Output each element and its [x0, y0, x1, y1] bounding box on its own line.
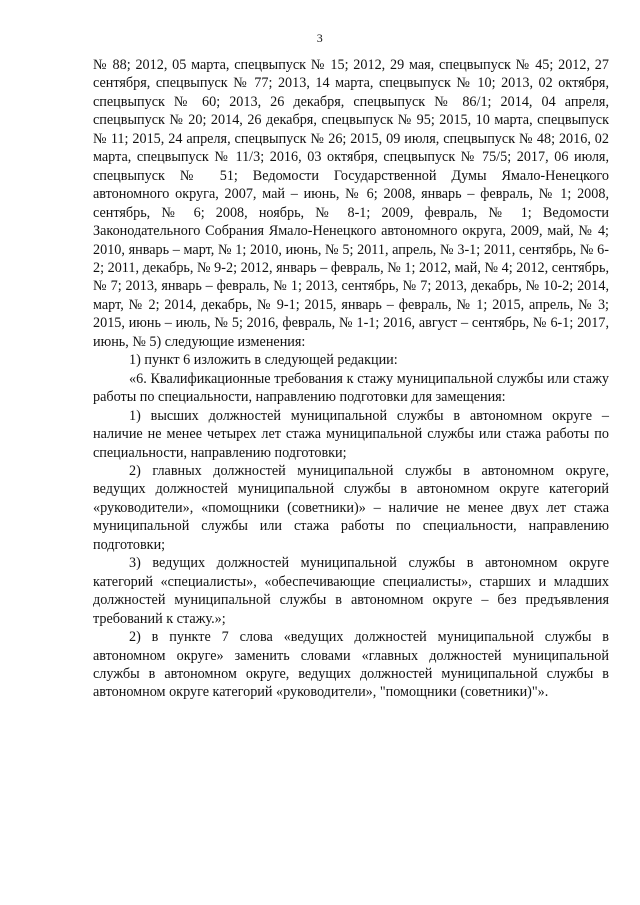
paragraph-leading-positions: 3) ведущих должностей муниципальной службы в автономном округе категорий «специалисты», «обеспечивающие специалисты», старших и младших должностей муниципальной службы в автономном округе – без предъявления требований к стажу.»;	[93, 555, 609, 627]
paragraph-main-positions: 2) главных должностей муниципальной службы в автономном округе, ведущих должностей муниципальной службы в автономном округе категорий «руководители», «помощники (советники)» – наличие не менее двух лет стажа муниципальной службы или стажа работы по специальности, направлению подготовки;	[93, 462, 609, 553]
paragraph-amendment-2: 2) в пункте 7 слова «ведущих должностей муниципальной службы в автономном округе» заменить словами «главных должностей муниципальной службы в автономном округе, ведущих должностей муниципальной службы в автономном округе категорий «руководители», "помощники (советники)"».	[93, 629, 609, 701]
paragraph-publication-list: № 88; 2012, 05 марта, спецвыпуск № 15; 2012, 29 мая, спецвыпуск № 45; 2012, 27 сентября, спецвыпуск № 77; 2013, 14 марта, спецвыпуск № 10; 2013, 02 октября, спецвыпуск № 60; 2013, 26 декабря, спецвыпуск № 86/1; 2014, 04 апреля, спецвыпуск № 20; 2014, 26 декабря, спецвыпуск № 95; 2015, 10 марта, спецвыпуск № 11; 2015, 24 апреля, спецвыпуск № 26; 2015, 09 июля, спецвыпуск № 48; 2016, 02 марта, спецвыпуск № 11/3; 2016, 03 октября, спецвыпуск № 75/5; 2017, 06 июля, спецвыпуск № 51; Ведомости Государственной Думы Ямало-Ненецкого автономного округа, 2007, май – июнь, № 6; 2008, январь – февраль, № 1; 2008, сентябрь, № 6; 2008, ноябрь, № 8-1; 2009, февраль, № 1; Ведомости Законодательного Собрания Ямало-Ненецкого автономного округа, 2009, май, № 4; 2010, январь – март, № 1; 2010, июнь, № 5; 2011, апрель, № 3-1; 2011, сентябрь, № 6-2; 2011, декабрь, № 9-2; 2012, январь – февраль, № 1; 2012, май, № 4; 2012, сентябрь, № 7; 2013, январь – февраль, № 1; 2013, сентябрь, № 7; 2013, декабрь, № 10-2; 2014, март, № 2; 2014, декабрь, № 9-1; 2015, январь – февраль, № 1; 2015, апрель, № 3; 2015, июнь – июль, № 5; 2016, февраль, № 1-1; 2016, август – сентябрь, № 6-1; 2017, июнь, № 5) следующие изменения:	[93, 57, 609, 350]
paragraph-highest-positions: 1) высших должностей муниципальной службы в автономном округе – наличие не менее четырех лет стажа муниципальной службы или стажа работы по специальности, направлению подготовки;	[93, 407, 609, 461]
paragraph-clause-6: «6. Квалификационные требования к стажу муниципальной службы или стажу работы по специальности, направлению подготовки для замещения:	[93, 370, 609, 406]
paragraph-amendment-1-intro: 1) пункт 6 изложить в следующей редакции:	[129, 352, 398, 369]
document-body	[93, 56, 609, 702]
page-number: 3	[316, 31, 324, 45]
